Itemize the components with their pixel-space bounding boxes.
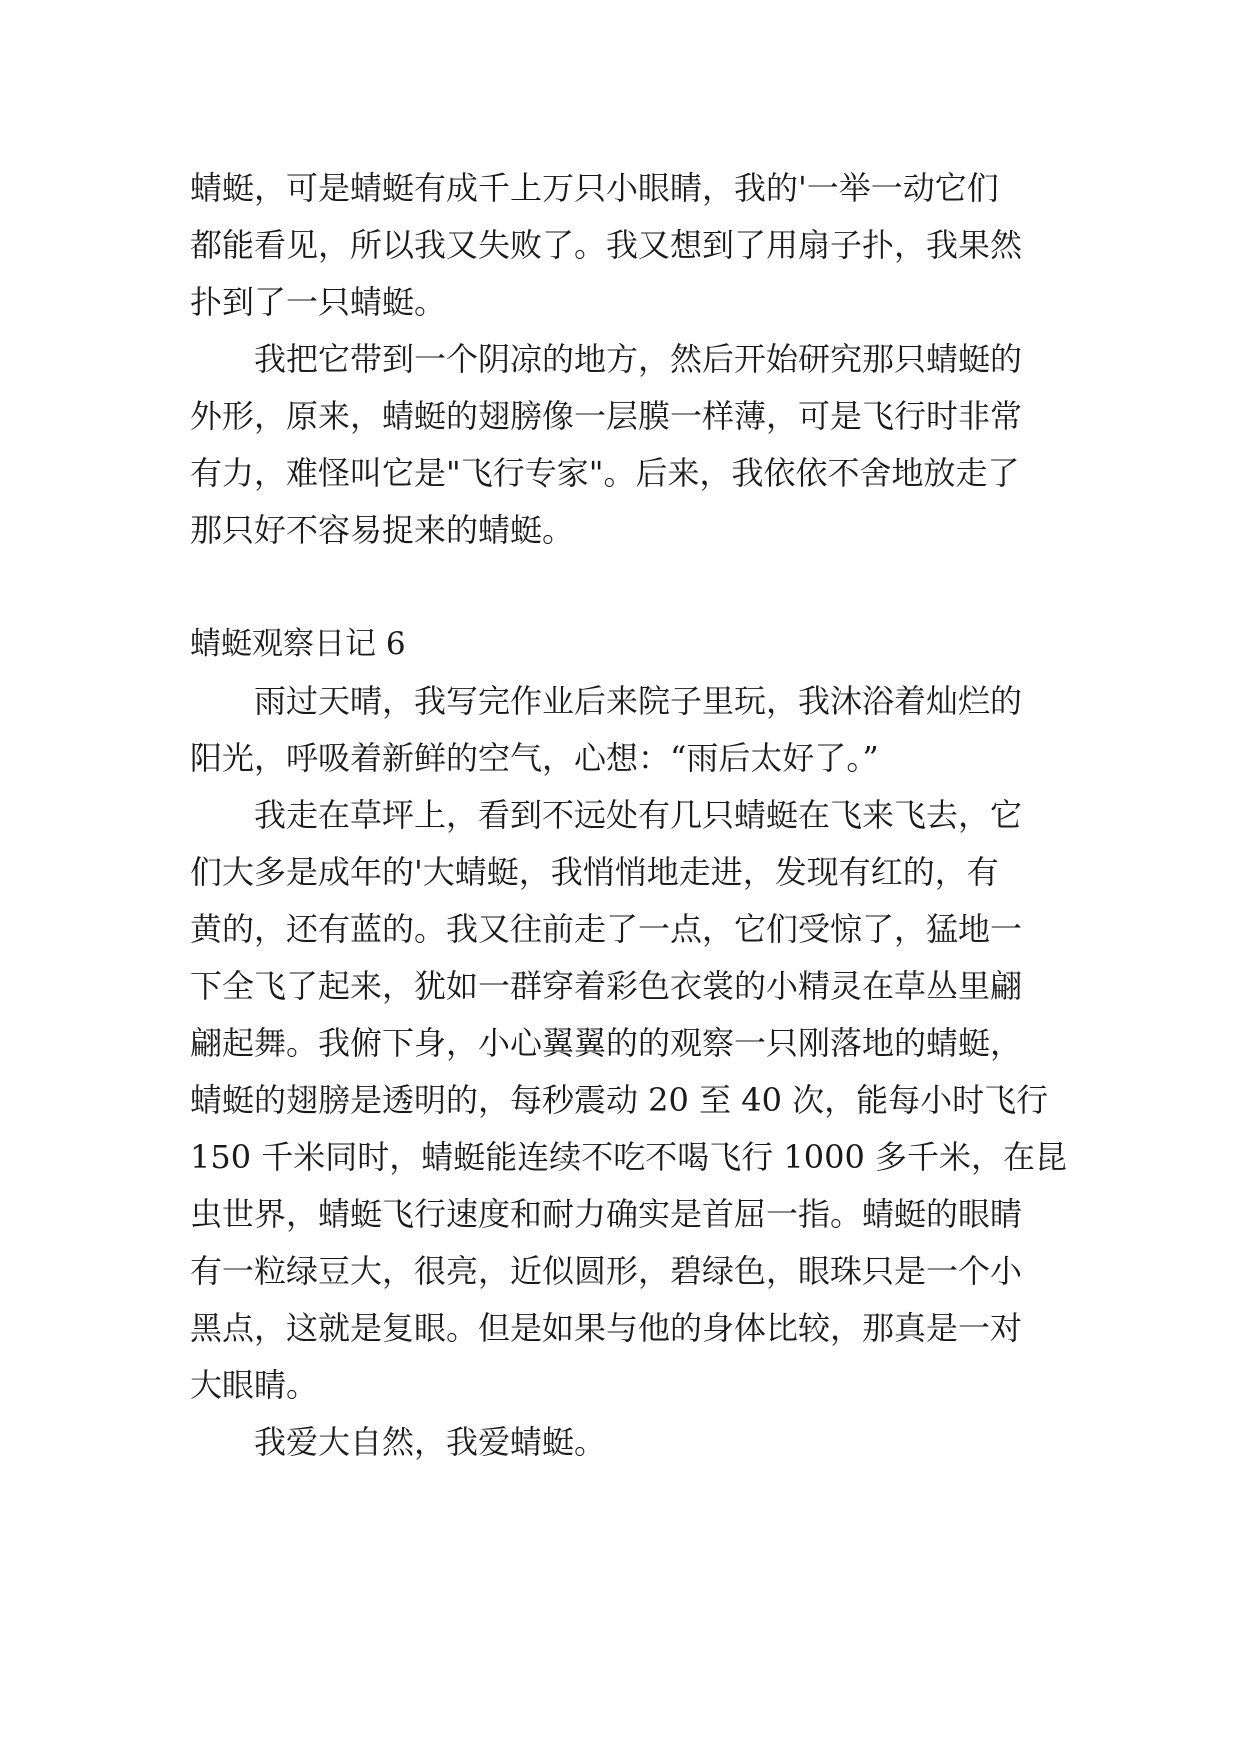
body-text-line: 黄的，还有蓝的。我又往前走了一点，它们受惊了，猛地一 bbox=[190, 910, 1023, 948]
body-text-line: 黑点，这就是复眼。但是如果与他的身体比较，那真是一对 bbox=[190, 1309, 1023, 1347]
body-text-line: 蜻蜓，可是蜻蜓有成千上万只小眼睛，我的'一举一动它们 bbox=[190, 169, 999, 207]
paragraph-first-line: 我把它带到一个阴凉的地方，然后开始研究那只蜻蜓的 bbox=[254, 340, 1023, 378]
body-text-line: 外形，原来，蜻蜓的翅膀像一层膜一样薄，可是飞行时非常 bbox=[190, 397, 1023, 435]
body-text-line: 有力，难怪叫它是"飞行专家"。后来，我依依不舍地放走了 bbox=[190, 454, 1020, 492]
body-text-line: 有一粒绿豆大，很亮，近似圆形，碧绿色，眼珠只是一个小 bbox=[190, 1252, 1023, 1290]
paragraph-first-line: 雨过天晴，我写完作业后来院子里玩，我沐浴着灿烂的 bbox=[254, 682, 1023, 720]
paragraph-first-line: 我走在草坪上，看到不远处有几只蜻蜓在飞来飞去，它 bbox=[254, 796, 1023, 834]
body-text-line: 阳光，呼吸着新鲜的空气，心想：“雨后太好了。” bbox=[190, 739, 879, 777]
body-text-line: 那只好不容易捉来的蜻蜓。 bbox=[190, 511, 575, 549]
section-heading: 蜻蜓观察日记 6 bbox=[190, 626, 406, 662]
paragraph-first-line: 我爱大自然，我爱蜻蜓。 bbox=[254, 1423, 607, 1461]
body-text-line: 都能看见，所以我又失败了。我又想到了用扇子扑，我果然 bbox=[190, 226, 1023, 264]
body-text-line: 下全飞了起来，犹如一群穿着彩色衣裳的小精灵在草丛里翩 bbox=[190, 967, 1023, 1005]
body-text-line: 蜻蜓的翅膀是透明的，每秒震动 20 至 40 次，能每小时飞行 bbox=[190, 1081, 1049, 1119]
body-text-line: 虫世界，蜻蜓飞行速度和耐力确实是首屈一指。蜻蜓的眼睛 bbox=[190, 1195, 1023, 1233]
body-text-line: 们大多是成年的'大蜻蜓，我悄悄地走进，发现有红的，有 bbox=[190, 853, 999, 891]
body-text-line: 扑到了一只蜻蜓。 bbox=[190, 283, 447, 321]
body-text-line: 150 千米同时，蜻蜓能连续不吃不喝飞行 1000 多千米，在昆 bbox=[190, 1138, 1068, 1176]
body-text-line: 翩起舞。我俯下身，小心翼翼的的观察一只刚落地的蜻蜓， bbox=[190, 1024, 1023, 1062]
body-text-line: 大眼睛。 bbox=[190, 1366, 319, 1404]
